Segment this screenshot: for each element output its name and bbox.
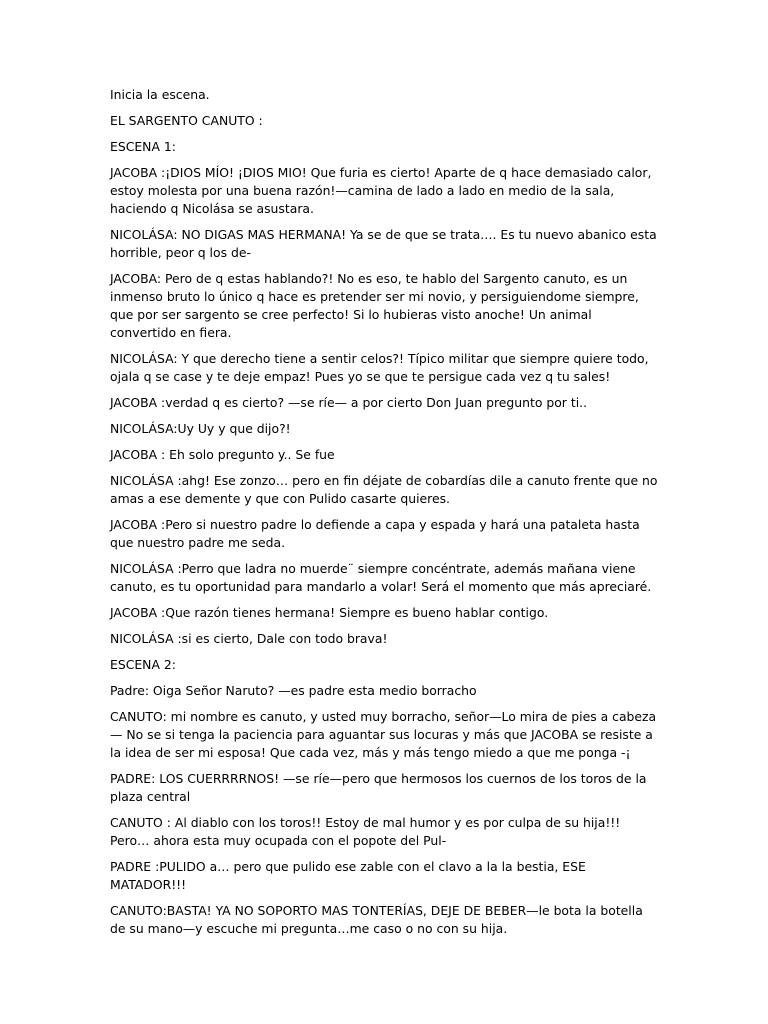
paragraph: Padre: Oiga Señor Naruto? —es padre esta medio borracho xyxy=(110,683,477,698)
paragraph: NICOLÁSA :Perro que ladra no muerde¨ siempre concéntrate, además mañana viene canuto, es tu oportunidad para mandarlo a volar! Será el momento que más apreciaré. xyxy=(110,561,652,594)
paragraph: JACOBA :Que razón tienes hermana! Siempre es bueno hablar contigo. xyxy=(110,605,549,620)
paragraph: ESCENA 2: xyxy=(110,657,176,672)
document-page xyxy=(110,86,660,946)
paragraph: JACOBA :¡DIOS MÍO! ¡DIOS MIO! Que furia es cierto! Aparte de q hace demasiado calor, estoy molesta por una buena razón!—camina de lado a lado en medio de la sala, haciendo q Nicolása se asustara. xyxy=(110,165,652,216)
paragraph: JACOBA: Pero de q estas hablando?! No es eso, te hablo del Sargento canuto, es un inmenso bruto lo único q hace es pretender ser mi novio, y persiguiendome siempre, que por ser sargento se cree perfecto! Si lo hubieras visto anoche! Un animal convertido en fiera. xyxy=(110,271,639,340)
paragraph: ESCENA 1: xyxy=(110,139,176,154)
paragraph: PADRE: LOS CUERRRRNOS! —se ríe—pero que hermosos los cuernos de los toros de la plaza central xyxy=(110,771,647,804)
paragraph: NICOLÁSA: Y que derecho tiene a sentir celos?! Típico militar que siempre quiere todo, ojala q se case y te deje empaz! Pues yo se que te persigue cada vez q tu sales! xyxy=(110,351,649,384)
paragraph: PADRE :PULIDO a… pero que pulido ese zable con el clavo a la la bestia, ESE MATADOR!!! xyxy=(110,859,586,892)
paragraph: EL SARGENTO CANUTO : xyxy=(110,113,263,128)
paragraph: JACOBA :verdad q es cierto? —se ríe— a por cierto Don Juan pregunto por ti.. xyxy=(110,395,588,410)
paragraph: CANUTO:BASTA! YA NO SOPORTO MAS TONTERÍAS, DEJE DE BEBER—le bota la botella de su mano—y escuche mi pregunta…me caso o no con su hija. xyxy=(110,903,643,936)
paragraph: Inicia la escena. xyxy=(110,87,210,102)
paragraph: JACOBA :Pero si nuestro padre lo defiende a capa y espada y hará una pataleta hasta que nuestro padre me seda. xyxy=(110,517,640,550)
paragraph: CANUTO : Al diablo con los toros!! Estoy de mal humor y es por culpa de su hija!!! Pero… ahora esta muy ocupada con el popote del Pul- xyxy=(110,815,621,848)
paragraph: NICOLÁSA :si es cierto, Dale con todo brava! xyxy=(110,631,388,646)
paragraph: NICOLÁSA:Uy Uy y que dijo?! xyxy=(110,421,291,436)
paragraph: NICOLÁSA: NO DIGAS MAS HERMANA! Ya se de que se trata…. Es tu nuevo abanico esta horrible, peor q los de- xyxy=(110,227,657,260)
paragraph: JACOBA : Eh solo pregunto y.. Se fue xyxy=(110,447,335,462)
paragraph: NICOLÁSA :ahg! Ese zonzo… pero en fin déjate de cobardías dile a canuto frente que no amas a ese demente y que con Pulido casarte quieres. xyxy=(110,473,658,506)
paragraph: CANUTO: mi nombre es canuto, y usted muy borracho, señor—Lo mira de pies a cabeza— No se si tenga la paciencia para aguantar sus locuras y más que JACOBA se resiste a la idea de ser mi esposa! Que cada vez, más y más tengo miedo a que me ponga -¡ xyxy=(110,709,657,760)
